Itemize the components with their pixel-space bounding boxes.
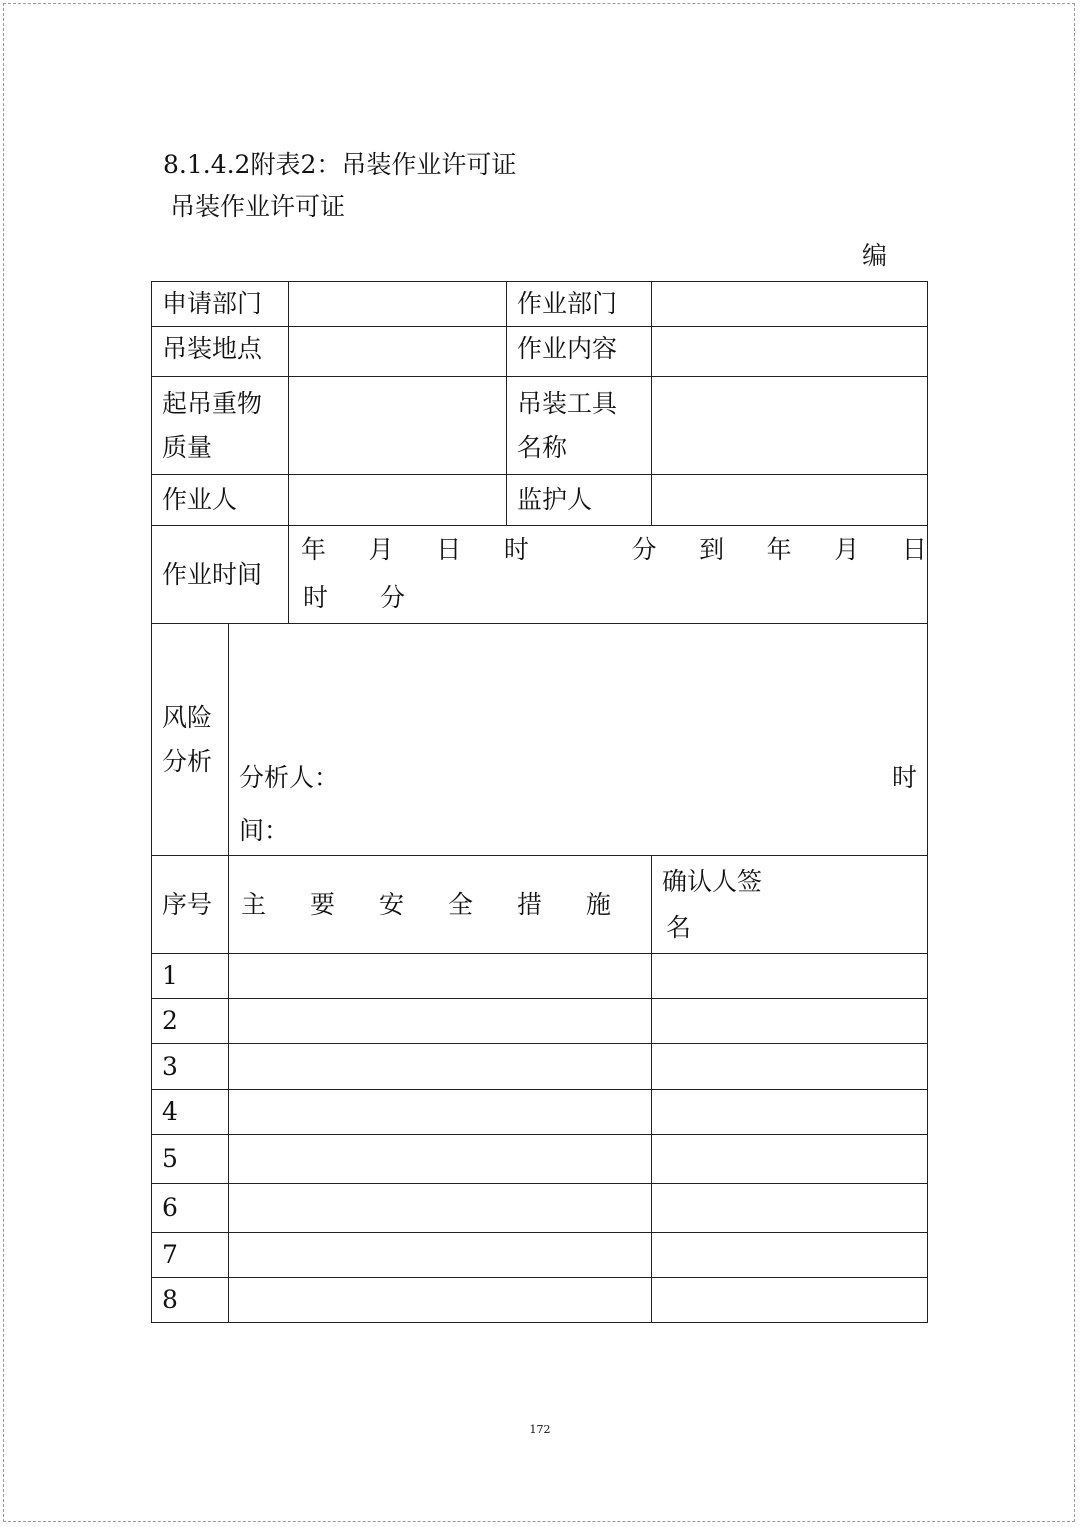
supervisor-value[interactable]	[652, 475, 928, 526]
section-heading: 8.1.4.2附表2：吊装作业许可证	[163, 150, 517, 179]
applying-dept-value[interactable]	[289, 282, 507, 327]
row-number: 3	[152, 1044, 229, 1090]
table-row	[152, 999, 928, 1044]
table-row	[152, 1278, 928, 1323]
load-mass-label-line2: 质量	[162, 432, 213, 462]
risk-label-line2: 分析	[162, 746, 213, 776]
worker-label: 作业人	[152, 475, 289, 526]
lifting-location-value[interactable]	[289, 327, 507, 377]
row-number: 1	[152, 954, 229, 999]
signature-cell[interactable]	[652, 1184, 928, 1233]
signature-cell[interactable]	[652, 1090, 928, 1135]
load-mass-label	[152, 377, 289, 475]
row-number: 6	[152, 1184, 229, 1233]
tool-name-label	[507, 377, 652, 475]
row-number: 7	[152, 1233, 229, 1278]
applying-dept-label: 申请部门	[152, 282, 289, 327]
table-row	[152, 1184, 928, 1233]
risk-time-label-part2: 间：	[239, 816, 290, 845]
table-row	[152, 954, 928, 999]
confirmer-signature-header: 确认人签 名	[652, 856, 928, 954]
time-range-line2: 时 分	[303, 583, 405, 612]
signature-cell[interactable]	[652, 1233, 928, 1278]
work-dept-value[interactable]	[652, 282, 928, 327]
row-number: 5	[152, 1135, 229, 1184]
table-row	[152, 1090, 928, 1135]
time-range-line1: 年 月 日 时 分 到 年 月 日	[301, 535, 927, 564]
table-row	[152, 1044, 928, 1090]
measure-cell[interactable]	[229, 1044, 652, 1090]
measure-cell[interactable]	[229, 1184, 652, 1233]
signature-cell[interactable]	[652, 1044, 928, 1090]
measure-cell[interactable]	[229, 954, 652, 999]
load-mass-value[interactable]	[289, 377, 507, 475]
risk-analyst-label: 分析人：	[239, 763, 340, 792]
load-mass-label-line1: 起吊重物	[162, 388, 263, 418]
work-content-value[interactable]	[652, 327, 928, 377]
table-row	[152, 1233, 928, 1278]
measure-cell[interactable]	[229, 999, 652, 1044]
table-row	[152, 1135, 928, 1184]
risk-analysis-area[interactable]	[229, 624, 928, 856]
tool-name-label-line1: 吊装工具	[517, 388, 618, 418]
risk-analysis-label	[152, 624, 229, 856]
work-time-value[interactable]	[289, 526, 928, 624]
seq-no-header: 序号	[152, 856, 229, 954]
signature-cell[interactable]	[652, 954, 928, 999]
row-number: 4	[152, 1090, 229, 1135]
lifting-location-label: 吊装地点	[152, 327, 289, 377]
risk-label-line1: 风险	[162, 702, 213, 732]
measure-cell[interactable]	[229, 1135, 652, 1184]
serial-number-label: 编	[862, 241, 888, 270]
page-number: 172	[529, 1423, 551, 1436]
signature-cell[interactable]	[652, 1135, 928, 1184]
work-content-label: 作业内容	[507, 327, 652, 377]
measure-cell[interactable]	[229, 1278, 652, 1323]
risk-time-label-part1: 时	[892, 763, 918, 792]
worker-value[interactable]	[289, 475, 507, 526]
signature-cell[interactable]	[652, 999, 928, 1044]
tool-name-label-line2: 名称	[517, 432, 568, 462]
measure-cell[interactable]	[229, 1090, 652, 1135]
measure-cell[interactable]	[229, 1233, 652, 1278]
row-number: 2	[152, 999, 229, 1044]
work-time-label: 作业时间	[152, 526, 289, 624]
lifting-permit-table	[151, 281, 928, 1323]
safety-measures-header: 主 要 安 全 措 施	[229, 856, 652, 954]
form-title: 吊装作业许可证	[170, 192, 346, 221]
supervisor-label: 监护人	[507, 475, 652, 526]
work-dept-label: 作业部门	[507, 282, 652, 327]
row-number: 8	[152, 1278, 229, 1323]
tool-name-value[interactable]	[652, 377, 928, 475]
signature-cell[interactable]	[652, 1278, 928, 1323]
